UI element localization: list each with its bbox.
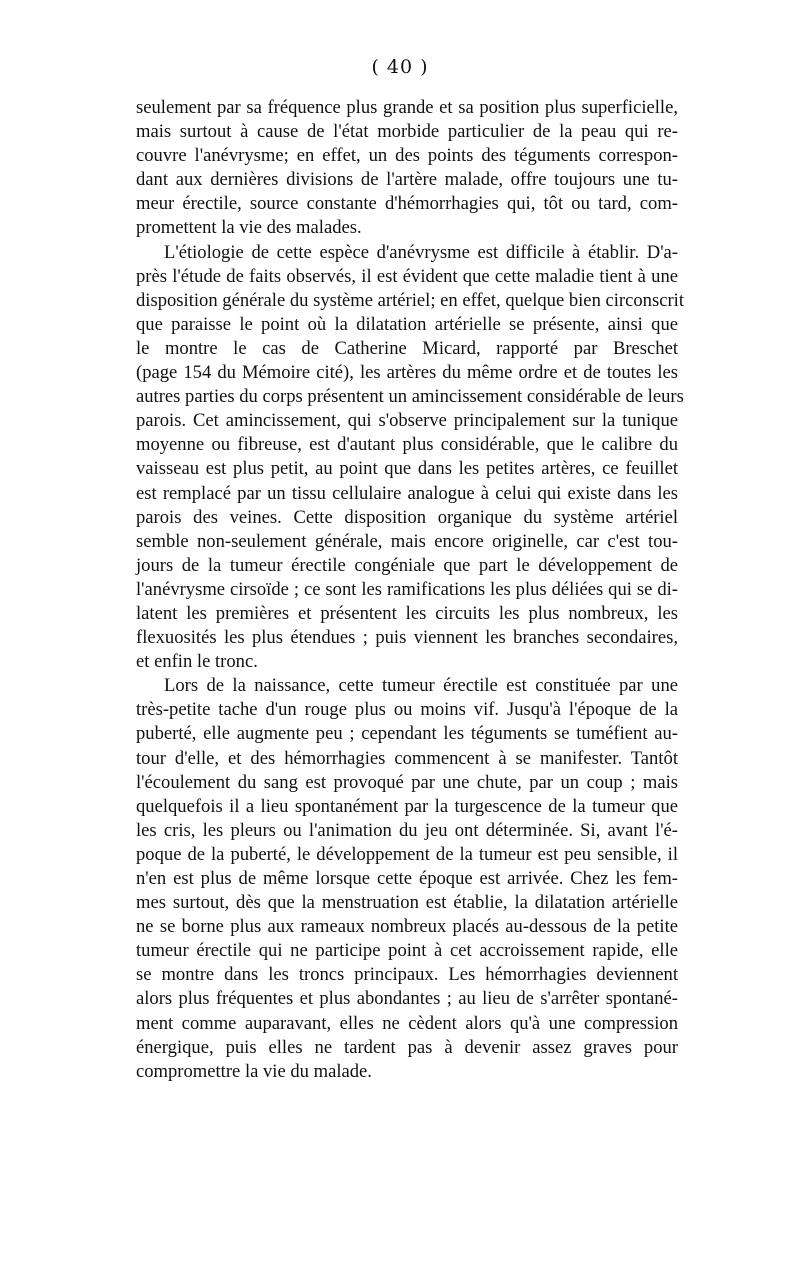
- text-line: dant aux dernières divisions de l'artère malade, offre toujours une tu-: [136, 169, 678, 191]
- text-line: puberté, elle augmente peu ; cependant les téguments se tuméfient au-: [136, 723, 678, 745]
- text-line: meur érectile, source constante d'hémorrhagies qui, tôt ou tard, com-: [136, 193, 678, 215]
- text-line: parois des veines. Cette disposition organique du système artériel: [136, 506, 678, 528]
- text-line: semble non-seulement générale, mais encore originelle, car c'est tou-: [136, 530, 678, 552]
- text-line: est remplacé par un tissu cellulaire analogue à celui qui existe dans les: [136, 482, 678, 504]
- text-line: et enfin le tronc.: [136, 651, 258, 673]
- text-line: alors plus fréquentes et plus abondantes ; au lieu de s'arrêter spontané-: [136, 988, 678, 1010]
- text-line: mais surtout à cause de l'état morbide particulier de la peau qui re-: [136, 121, 678, 143]
- text-line: ne se borne plus aux rameaux nombreux placés au-dessous de la petite: [136, 916, 678, 938]
- paragraph-1: [136, 96, 678, 241]
- text-line: latent les premières et présentent les circuits les plus nombreux, les: [136, 602, 678, 624]
- text-line: que paraisse le point où la dilatation artérielle se présente, ainsi que: [136, 313, 678, 335]
- paragraph-3: [136, 674, 678, 1084]
- text-line: le montre le cas de Catherine Micard, rapporté par Breschet: [136, 337, 678, 359]
- text-line: quelquefois il a lieu spontanément par la turgescence de la tumeur que: [136, 795, 678, 817]
- text-line: tumeur érectile qui ne participe point à cet accroissement rapide, elle: [136, 940, 678, 962]
- text-line: (page 154 du Mémoire cité), les artères du même ordre et de toutes les: [136, 362, 678, 384]
- text-line: jours de la tumeur érectile congéniale que part le développement de: [136, 554, 678, 576]
- text-line: mes surtout, dès que la menstruation est établie, la dilatation artérielle: [136, 892, 678, 914]
- text-line: L'étiologie de cette espèce d'anévrysme est difficile à établir. D'a-: [164, 241, 678, 263]
- text-line: seulement par sa fréquence plus grande et sa position plus superficielle,: [136, 97, 678, 118]
- text-line: vaisseau est plus petit, au point que dans les petites artères, ce feuillet: [136, 458, 678, 480]
- text-line: autres parties du corps présentent un amincissement considérable de leurs: [136, 386, 684, 408]
- text-line: flexuosités les plus étendues ; puis viennent les branches secondaires,: [136, 627, 678, 649]
- text-line: l'anévrysme cirsoïde ; ce sont les ramifications les plus déliées qui se di-: [136, 578, 678, 600]
- text-line: promettent la vie des malades.: [136, 217, 362, 239]
- text-line: parois. Cet amincissement, qui s'observe principalement sur la tunique: [136, 410, 678, 432]
- text-line: moyenne ou fibreuse, est d'autant plus considérable, que le calibre du: [136, 434, 678, 456]
- text-line: près l'étude de faits observés, il est évident que cette maladie tient à une: [136, 265, 678, 287]
- text-line: très-petite tache d'un rouge plus ou moins vif. Jusqu'à l'époque de la: [136, 699, 678, 721]
- text-line: se montre dans les troncs principaux. Les hémorrhagies deviennent: [136, 964, 678, 986]
- text-line: poque de la puberté, le développement de la tumeur est peu sensible, il: [136, 843, 678, 865]
- text-line: tour d'elle, et des hémorrhagies commencent à se manifester. Tantôt: [136, 747, 678, 769]
- text-line: l'écoulement du sang est provoqué par une chute, par un coup ; mais: [136, 771, 678, 793]
- text-line: les cris, les pleurs ou l'animation du jeu ont déterminée. Si, avant l'é-: [136, 819, 678, 841]
- text-line: énergique, puis elles ne tardent pas à devenir assez graves pour: [136, 1036, 678, 1058]
- paragraph-2: [136, 241, 684, 675]
- body-text: [136, 96, 684, 1084]
- text-line: couvre l'anévrysme; en effet, un des points des téguments correspon-: [136, 145, 678, 167]
- text-line: disposition générale du système artériel; en effet, quelque bien circonscrit: [136, 289, 684, 311]
- page-number: ( 40 ): [371, 56, 429, 78]
- text-line: Lors de la naissance, cette tumeur érectile est constituée par une: [164, 675, 678, 697]
- text-line: n'en est plus de même lorsque cette époque est arrivée. Chez les fem-: [136, 868, 678, 889]
- text-line: compromettre la vie du malade.: [136, 1060, 372, 1082]
- text-line: ment comme auparavant, elles ne cèdent alors qu'à une compression: [136, 1012, 678, 1034]
